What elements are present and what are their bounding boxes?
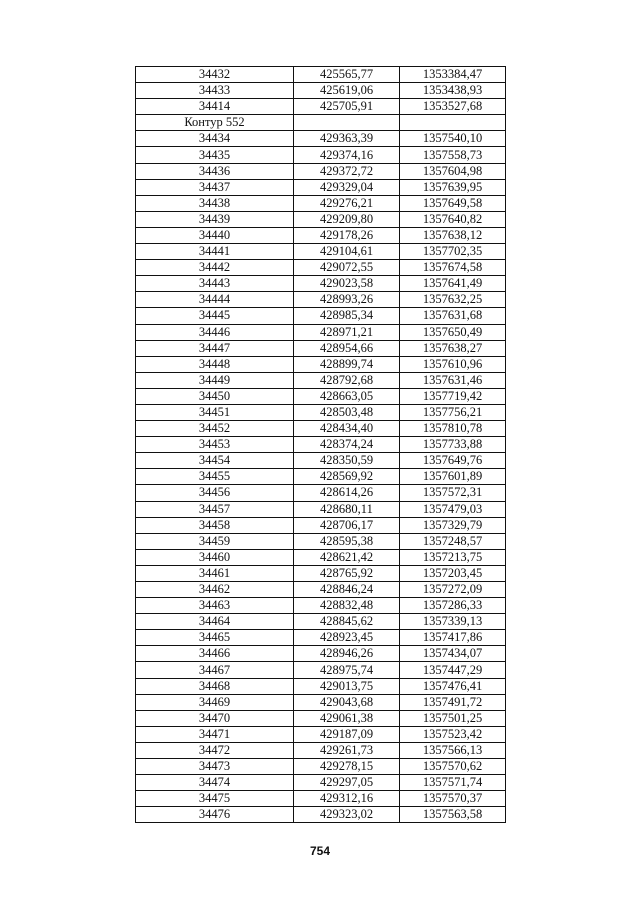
point-number-cell: 34456 [136, 485, 294, 501]
y-coordinate-cell: 1357491,72 [400, 694, 506, 710]
y-coordinate-cell: 1357558,73 [400, 147, 506, 163]
y-coordinate-cell: 1357570,37 [400, 791, 506, 807]
table-row [136, 710, 506, 726]
point-number-cell: 34470 [136, 710, 294, 726]
point-number-cell: 34466 [136, 646, 294, 662]
x-coordinate-cell: 428765,92 [294, 565, 400, 581]
y-coordinate-cell: 1357604,98 [400, 163, 506, 179]
x-coordinate-cell: 429209,80 [294, 211, 400, 227]
y-coordinate-cell [400, 115, 506, 131]
y-coordinate-cell: 1357733,88 [400, 437, 506, 453]
table-row [136, 759, 506, 775]
table-row [136, 179, 506, 195]
x-coordinate-cell: 429363,39 [294, 131, 400, 147]
y-coordinate-cell: 1357476,41 [400, 678, 506, 694]
x-coordinate-cell: 428923,45 [294, 630, 400, 646]
table-row [136, 131, 506, 147]
y-coordinate-cell: 1357641,49 [400, 276, 506, 292]
y-coordinate-cell: 1353384,47 [400, 67, 506, 83]
x-coordinate-cell: 429061,38 [294, 710, 400, 726]
table-row [136, 276, 506, 292]
y-coordinate-cell: 1357213,75 [400, 549, 506, 565]
x-coordinate-cell: 429023,58 [294, 276, 400, 292]
point-number-cell: 34437 [136, 179, 294, 195]
y-coordinate-cell: 1357540,10 [400, 131, 506, 147]
point-number-cell: 34454 [136, 453, 294, 469]
table-row [136, 115, 506, 131]
y-coordinate-cell: 1353527,68 [400, 99, 506, 115]
table-row [136, 549, 506, 565]
table-row [136, 485, 506, 501]
y-coordinate-cell: 1357203,45 [400, 565, 506, 581]
table-row [136, 227, 506, 243]
x-coordinate-cell: 429372,72 [294, 163, 400, 179]
point-number-cell: 34455 [136, 469, 294, 485]
x-coordinate-cell: 429276,21 [294, 195, 400, 211]
x-coordinate-cell: 428503,48 [294, 404, 400, 420]
x-coordinate-cell: 425705,91 [294, 99, 400, 115]
table-row [136, 694, 506, 710]
table-row [136, 775, 506, 791]
y-coordinate-cell: 1357810,78 [400, 421, 506, 437]
y-coordinate-cell: 1357640,82 [400, 211, 506, 227]
table-row [136, 517, 506, 533]
point-number-cell: Контур 552 [136, 115, 294, 131]
x-coordinate-cell: 429072,55 [294, 260, 400, 276]
x-coordinate-cell: 428985,34 [294, 308, 400, 324]
table-row [136, 211, 506, 227]
coordinates-table [135, 66, 506, 823]
point-number-cell: 34441 [136, 244, 294, 260]
y-coordinate-cell: 1357563,58 [400, 807, 506, 823]
y-coordinate-cell: 1357339,13 [400, 614, 506, 630]
table-row [136, 324, 506, 340]
table-row [136, 260, 506, 276]
point-number-cell: 34476 [136, 807, 294, 823]
point-number-cell: 34442 [136, 260, 294, 276]
y-coordinate-cell: 1357434,07 [400, 646, 506, 662]
table-row [136, 67, 506, 83]
point-number-cell: 34475 [136, 791, 294, 807]
x-coordinate-cell: 428569,92 [294, 469, 400, 485]
point-number-cell: 34469 [136, 694, 294, 710]
x-coordinate-cell: 428899,74 [294, 356, 400, 372]
y-coordinate-cell: 1357719,42 [400, 388, 506, 404]
point-number-cell: 34433 [136, 83, 294, 99]
point-number-cell: 34440 [136, 227, 294, 243]
x-coordinate-cell: 429297,05 [294, 775, 400, 791]
y-coordinate-cell: 1357572,31 [400, 485, 506, 501]
x-coordinate-cell: 428680,11 [294, 501, 400, 517]
table-row [136, 582, 506, 598]
table-row [136, 630, 506, 646]
table-row [136, 807, 506, 823]
table-row [136, 598, 506, 614]
x-coordinate-cell: 428350,59 [294, 453, 400, 469]
y-coordinate-cell: 1353438,93 [400, 83, 506, 99]
point-number-cell: 34447 [136, 340, 294, 356]
x-coordinate-cell: 428971,21 [294, 324, 400, 340]
point-number-cell: 34471 [136, 726, 294, 742]
x-coordinate-cell: 425565,77 [294, 67, 400, 83]
point-number-cell: 34458 [136, 517, 294, 533]
table-row [136, 340, 506, 356]
table-row [136, 726, 506, 742]
y-coordinate-cell: 1357756,21 [400, 404, 506, 420]
point-number-cell: 34446 [136, 324, 294, 340]
x-coordinate-cell [294, 115, 400, 131]
x-coordinate-cell: 428993,26 [294, 292, 400, 308]
y-coordinate-cell: 1357610,96 [400, 356, 506, 372]
point-number-cell: 34414 [136, 99, 294, 115]
point-number-cell: 34467 [136, 662, 294, 678]
y-coordinate-cell: 1357272,09 [400, 582, 506, 598]
x-coordinate-cell: 428946,26 [294, 646, 400, 662]
y-coordinate-cell: 1357447,29 [400, 662, 506, 678]
y-coordinate-cell: 1357417,86 [400, 630, 506, 646]
x-coordinate-cell: 429104,61 [294, 244, 400, 260]
x-coordinate-cell: 429323,02 [294, 807, 400, 823]
table-row [136, 356, 506, 372]
point-number-cell: 34465 [136, 630, 294, 646]
point-number-cell: 34473 [136, 759, 294, 775]
x-coordinate-cell: 429374,16 [294, 147, 400, 163]
y-coordinate-cell: 1357631,68 [400, 308, 506, 324]
point-number-cell: 34461 [136, 565, 294, 581]
x-coordinate-cell: 429278,15 [294, 759, 400, 775]
table-row [136, 742, 506, 758]
y-coordinate-cell: 1357479,03 [400, 501, 506, 517]
y-coordinate-cell: 1357649,76 [400, 453, 506, 469]
x-coordinate-cell: 428434,40 [294, 421, 400, 437]
table-row [136, 83, 506, 99]
table-row [136, 99, 506, 115]
table-row [136, 421, 506, 437]
table-row [136, 614, 506, 630]
table-row [136, 388, 506, 404]
point-number-cell: 34438 [136, 195, 294, 211]
point-number-cell: 34464 [136, 614, 294, 630]
y-coordinate-cell: 1357566,13 [400, 742, 506, 758]
y-coordinate-cell: 1357248,57 [400, 533, 506, 549]
y-coordinate-cell: 1357570,62 [400, 759, 506, 775]
point-number-cell: 34463 [136, 598, 294, 614]
y-coordinate-cell: 1357631,46 [400, 372, 506, 388]
x-coordinate-cell: 425619,06 [294, 83, 400, 99]
y-coordinate-cell: 1357638,12 [400, 227, 506, 243]
table-row [136, 308, 506, 324]
point-number-cell: 34451 [136, 404, 294, 420]
y-coordinate-cell: 1357286,33 [400, 598, 506, 614]
table-row [136, 147, 506, 163]
table-row [136, 678, 506, 694]
x-coordinate-cell: 429329,04 [294, 179, 400, 195]
y-coordinate-cell: 1357674,58 [400, 260, 506, 276]
y-coordinate-cell: 1357639,95 [400, 179, 506, 195]
y-coordinate-cell: 1357702,35 [400, 244, 506, 260]
point-number-cell: 34453 [136, 437, 294, 453]
table-row [136, 646, 506, 662]
y-coordinate-cell: 1357649,58 [400, 195, 506, 211]
x-coordinate-cell: 428706,17 [294, 517, 400, 533]
table-row [136, 437, 506, 453]
x-coordinate-cell: 429187,09 [294, 726, 400, 742]
point-number-cell: 34460 [136, 549, 294, 565]
table-row [136, 662, 506, 678]
point-number-cell: 34435 [136, 147, 294, 163]
table-row [136, 292, 506, 308]
x-coordinate-cell: 428663,05 [294, 388, 400, 404]
x-coordinate-cell: 429043,68 [294, 694, 400, 710]
point-number-cell: 34443 [136, 276, 294, 292]
x-coordinate-cell: 429312,16 [294, 791, 400, 807]
point-number-cell: 34439 [136, 211, 294, 227]
x-coordinate-cell: 428975,74 [294, 662, 400, 678]
x-coordinate-cell: 428621,42 [294, 549, 400, 565]
table-row [136, 453, 506, 469]
page-number: 754 [309, 844, 331, 858]
x-coordinate-cell: 428954,66 [294, 340, 400, 356]
point-number-cell: 34449 [136, 372, 294, 388]
table-row [136, 791, 506, 807]
point-number-cell: 34462 [136, 582, 294, 598]
x-coordinate-cell: 428845,62 [294, 614, 400, 630]
y-coordinate-cell: 1357638,27 [400, 340, 506, 356]
y-coordinate-cell: 1357632,25 [400, 292, 506, 308]
table-row [136, 469, 506, 485]
x-coordinate-cell: 429178,26 [294, 227, 400, 243]
x-coordinate-cell: 428846,24 [294, 582, 400, 598]
x-coordinate-cell: 428832,48 [294, 598, 400, 614]
x-coordinate-cell: 429261,73 [294, 742, 400, 758]
table-row [136, 244, 506, 260]
point-number-cell: 34457 [136, 501, 294, 517]
y-coordinate-cell: 1357571,74 [400, 775, 506, 791]
point-number-cell: 34445 [136, 308, 294, 324]
point-number-cell: 34436 [136, 163, 294, 179]
point-number-cell: 34452 [136, 421, 294, 437]
y-coordinate-cell: 1357523,42 [400, 726, 506, 742]
table-row [136, 163, 506, 179]
x-coordinate-cell: 428374,24 [294, 437, 400, 453]
x-coordinate-cell: 428792,68 [294, 372, 400, 388]
y-coordinate-cell: 1357601,89 [400, 469, 506, 485]
coordinates-table-body [136, 67, 506, 823]
point-number-cell: 34474 [136, 775, 294, 791]
point-number-cell: 34468 [136, 678, 294, 694]
point-number-cell: 34432 [136, 67, 294, 83]
table-row [136, 404, 506, 420]
point-number-cell: 34434 [136, 131, 294, 147]
table-row [136, 372, 506, 388]
x-coordinate-cell: 429013,75 [294, 678, 400, 694]
x-coordinate-cell: 428595,38 [294, 533, 400, 549]
point-number-cell: 34459 [136, 533, 294, 549]
table-row [136, 533, 506, 549]
point-number-cell: 34472 [136, 742, 294, 758]
x-coordinate-cell: 428614,26 [294, 485, 400, 501]
table-row [136, 501, 506, 517]
y-coordinate-cell: 1357501,25 [400, 710, 506, 726]
table-row [136, 195, 506, 211]
point-number-cell: 34450 [136, 388, 294, 404]
point-number-cell: 34448 [136, 356, 294, 372]
y-coordinate-cell: 1357650,49 [400, 324, 506, 340]
y-coordinate-cell: 1357329,79 [400, 517, 506, 533]
table-row [136, 565, 506, 581]
point-number-cell: 34444 [136, 292, 294, 308]
